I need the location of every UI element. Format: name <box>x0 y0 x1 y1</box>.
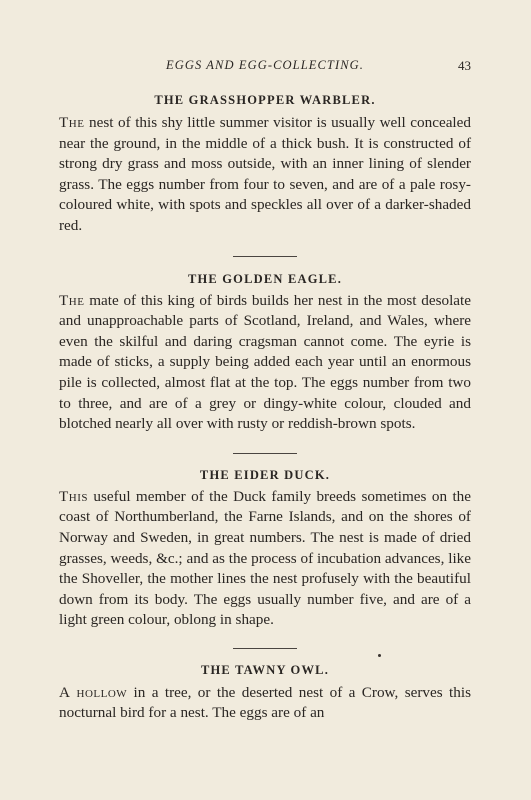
page-number: 43 <box>458 58 471 73</box>
section-heading: THE GRASSHOPPER WARBLER. <box>154 93 376 107</box>
section-heading: THE EIDER DUCK. <box>199 467 331 482</box>
paragraph-text: useful member of the Duck family breeds sometimes on the coast of Northumberland, the Farne Islands, and on the shores of Norway and Sweden, in great numbers. The nest is made of dried grasses, weeds, &c.; and as the process of incubation advances, like the Shoveller, the mother lines the nest profusely with the beautiful down from its body. The eggs usually number five, and are of a light green colour, oblong in shape. <box>59 487 471 629</box>
section-grasshopper-warbler <box>59 91 471 237</box>
section-heading: THE GOLDEN EAGLE. <box>187 271 343 286</box>
paragraph-text: mate of this king of birds builds her nest in the most desolate and unapproachable parts of Scotland, Ireland, and Wales, where even the skilful and daring cragsman cannot come. The eyrie is made of sticks, a supply being added each year until an enormous pile is collected, almost flat at the top. The eggs number from two to three, and are of a grey or dingy-white colour, clouded and blotched nearly all over with rusty or reddish-brown spots. <box>59 291 471 433</box>
section-divider <box>233 648 297 649</box>
paragraph-lead: The <box>59 114 85 131</box>
section-golden-eagle <box>59 270 471 435</box>
paragraph-lead: This <box>59 487 89 505</box>
print-speck <box>378 654 381 657</box>
section-paragraph <box>59 113 471 237</box>
section-eider-duck <box>59 466 471 631</box>
section-divider <box>233 453 297 454</box>
section-heading: THE TAWNY OWL. <box>200 662 330 677</box>
paragraph-text: nest of this shy little summer visitor is usually well concealed near the ground, in the middle of a thick bush. It is constructed of strong dry grass and moss outside, with an inner lining of slender grass. The eggs number from four to seven, and are of a pale rosy-coloured white, with spots and speckles all over of a darker-shaded red. <box>59 114 471 234</box>
section-divider <box>233 256 297 257</box>
section-paragraph <box>59 487 471 631</box>
section-tawny-owl <box>59 661 471 724</box>
section-paragraph <box>59 683 471 724</box>
section-paragraph <box>59 291 471 435</box>
paragraph-lead: The <box>59 291 85 309</box>
running-title: EGGS AND EGG-COLLECTING. <box>165 58 365 72</box>
running-head <box>59 58 471 80</box>
paragraph-text: in a tree, or the deserted nest of a Crow, serves this nocturnal bird for a nest. The eggs are of an <box>59 683 471 722</box>
paragraph-lead: A hollow <box>59 683 128 701</box>
